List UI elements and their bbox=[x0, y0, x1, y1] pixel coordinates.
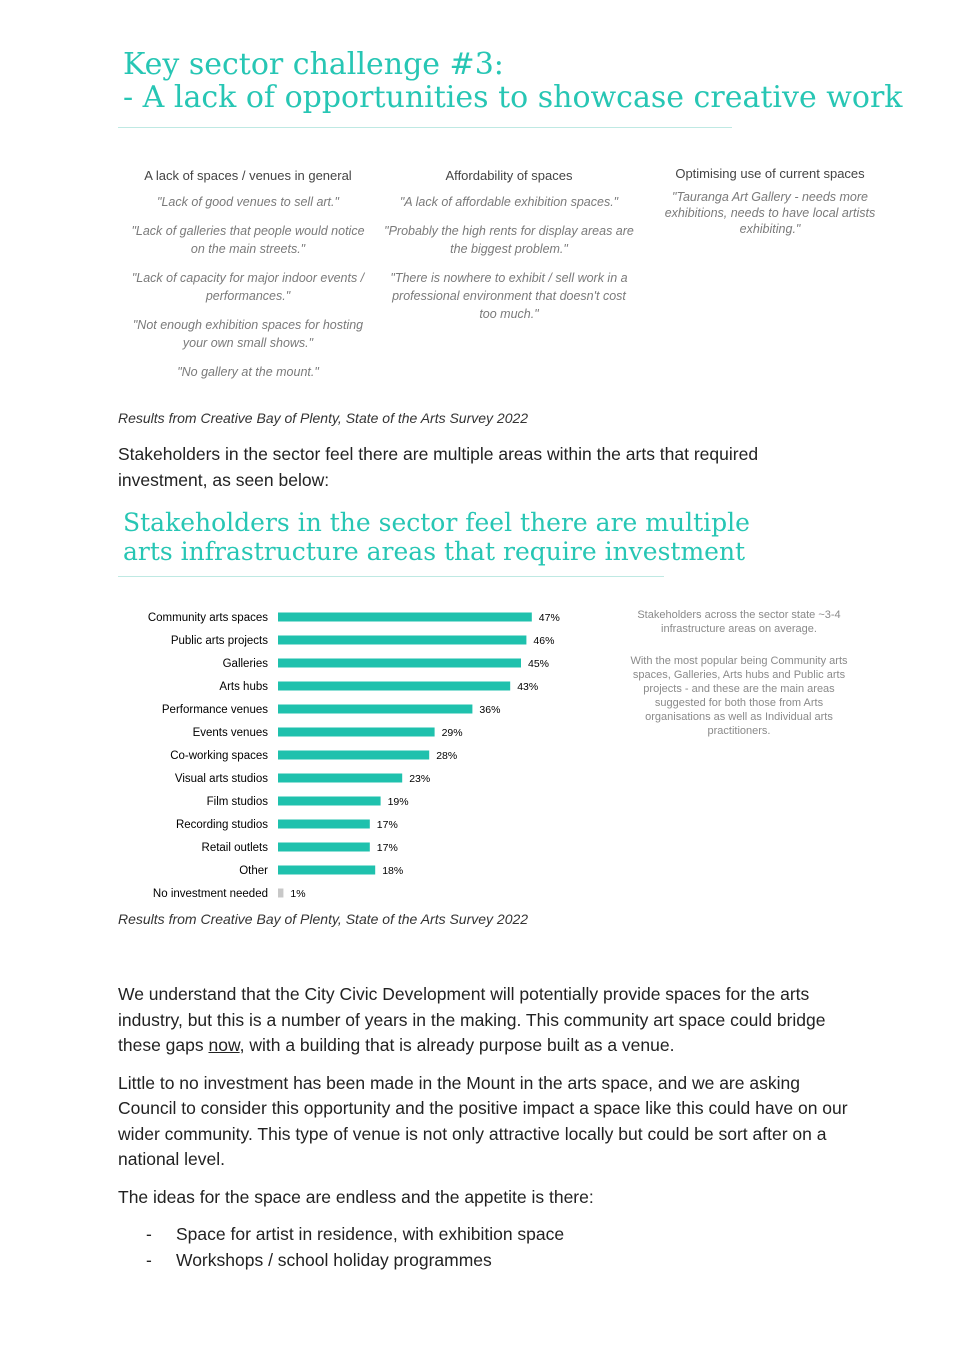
bar bbox=[278, 774, 402, 783]
bar-value-label: 46% bbox=[533, 635, 555, 647]
bar bbox=[278, 866, 375, 875]
bar-category-label: Co-working spaces bbox=[170, 750, 268, 762]
bar-value-label: 36% bbox=[479, 704, 501, 716]
bar bbox=[278, 843, 370, 852]
column-heading: Optimising use of current spaces bbox=[675, 166, 865, 181]
bar-category-label: Visual arts studios bbox=[174, 773, 268, 785]
bar-value-label: 17% bbox=[376, 819, 398, 831]
bar bbox=[278, 728, 435, 737]
emphasis-now: now bbox=[208, 1035, 240, 1055]
bullet-dash: - bbox=[146, 1224, 152, 1244]
list-item bbox=[118, 1222, 858, 1248]
bar-category-label: Retail outlets bbox=[201, 842, 268, 854]
bar-value-label: 28% bbox=[436, 750, 458, 762]
quote: "Tauranga Art Gallery - needs more exhibitions, needs to have local artists exhibiting." bbox=[664, 190, 876, 236]
bar bbox=[278, 613, 532, 622]
bar-category-label: Public arts projects bbox=[170, 635, 268, 647]
bar bbox=[278, 682, 510, 691]
quote: "Not enough exhibition spaces for hosting your own small shows." bbox=[132, 318, 364, 350]
challenge-column-optimising bbox=[648, 166, 892, 248]
quote: "Lack of good venues to sell art." bbox=[157, 195, 339, 209]
list-item bbox=[118, 1248, 858, 1274]
bar-category-label: Community arts spaces bbox=[147, 612, 268, 624]
page-title bbox=[123, 48, 903, 114]
bar-value-label: 17% bbox=[376, 842, 398, 854]
bar-value-label: 29% bbox=[441, 727, 463, 739]
quote: "No gallery at the mount." bbox=[177, 365, 319, 379]
bullet-dash: - bbox=[146, 1249, 152, 1270]
list-item-text: Workshops / school holiday programmes bbox=[176, 1249, 492, 1270]
intro-paragraph: Stakeholders in the sector feel there are multiple areas within the arts that required investment, as seen below: bbox=[118, 444, 759, 490]
column-heading: Affordability of spaces bbox=[445, 168, 573, 183]
bar-value-label: 23% bbox=[409, 773, 431, 785]
bar-value-label: 1% bbox=[290, 888, 306, 900]
bar-category-label: Recording studios bbox=[175, 819, 268, 831]
bar bbox=[278, 751, 429, 760]
bar-category-label: Film studios bbox=[206, 796, 268, 808]
bar-category-label: Other bbox=[239, 865, 268, 877]
bar bbox=[278, 797, 381, 806]
list-item-text: Space for artist in residence, with exhibition space bbox=[176, 1224, 565, 1244]
quote: "Lack of galleries that people would notice on the main streets." bbox=[131, 224, 365, 256]
quote: "Lack of capacity for major indoor events / performances." bbox=[131, 271, 365, 303]
bar bbox=[278, 820, 370, 829]
paragraph-ideas: The ideas for the space are endless and the appetite is there: bbox=[118, 1186, 594, 1207]
challenge-column-affordability bbox=[384, 168, 634, 334]
chart-title-line1: Stakeholders in the sector feel there are multiple bbox=[123, 508, 750, 537]
challenge-column-spaces bbox=[130, 168, 366, 392]
bar-value-label: 19% bbox=[387, 796, 409, 808]
bar bbox=[278, 889, 283, 898]
chart-source-caption: Results from Creative Bay of Plenty, State of the Arts Survey 2022 bbox=[118, 911, 529, 927]
paragraph-text: , with a building that is already purpose built as a venue. bbox=[239, 1035, 675, 1055]
bar-category-label: Events venues bbox=[192, 727, 268, 739]
closing-section bbox=[118, 982, 858, 1273]
ideas-list bbox=[118, 1222, 858, 1273]
chart-title bbox=[123, 508, 750, 566]
paragraph-investment: Little to no investment has been made in the Mount in the arts space, and we are asking Council to consider this opportunity and the positive impact a space like this could have on our wider community. This type of venue is not only attractive locally but could be sort after on a national level. bbox=[118, 1072, 848, 1169]
paragraph-text: We understand that the City Civic Development will potentially provide spaces for the arts industry, but this is a number of years in the making. This community art space could bridge these gaps bbox=[118, 984, 826, 1055]
column-heading: A lack of spaces / venues in general bbox=[144, 168, 352, 183]
quote: "Probably the high rents for display areas are the biggest problem." bbox=[384, 224, 634, 256]
chart-note-popular: With the most popular being Community arts spaces, Galleries, Arts hubs and Public arts projects - and these are the main areas suggested for both those from Arts organisations as well as Individual arts practitioners. bbox=[630, 655, 848, 737]
bar bbox=[278, 705, 472, 714]
chart-note-average: Stakeholders across the sector state ~3-4 infrastructure areas on average. bbox=[637, 609, 841, 635]
bar-category-label: Performance venues bbox=[161, 704, 268, 716]
bar-value-label: 43% bbox=[517, 681, 539, 693]
bar bbox=[278, 659, 521, 668]
bar-category-label: Galleries bbox=[222, 658, 268, 670]
page-title-line1: Key sector challenge #3: bbox=[123, 47, 504, 82]
bar-chart bbox=[118, 600, 588, 905]
bar-value-label: 45% bbox=[528, 658, 550, 670]
quote: "A lack of affordable exhibition spaces." bbox=[399, 195, 619, 209]
bar-value-label: 47% bbox=[538, 612, 560, 624]
paragraph-civic-development bbox=[118, 982, 858, 1059]
bar-value-label: 18% bbox=[382, 865, 404, 877]
chart-title-divider bbox=[118, 576, 664, 577]
page-title-line2: - A lack of opportunities to showcase creative work bbox=[123, 80, 903, 115]
chart-title-line2: arts infrastructure areas that require investment bbox=[123, 537, 746, 566]
bar bbox=[278, 636, 526, 645]
title-divider bbox=[118, 127, 732, 128]
quote: "There is nowhere to exhibit / sell work in a professional environment that doesn't cost too much." bbox=[390, 271, 628, 321]
bar-category-label: No investment needed bbox=[152, 888, 268, 900]
bar-category-label: Arts hubs bbox=[219, 681, 268, 693]
survey-source-caption: Results from Creative Bay of Plenty, State of the Arts Survey 2022 bbox=[118, 410, 529, 426]
